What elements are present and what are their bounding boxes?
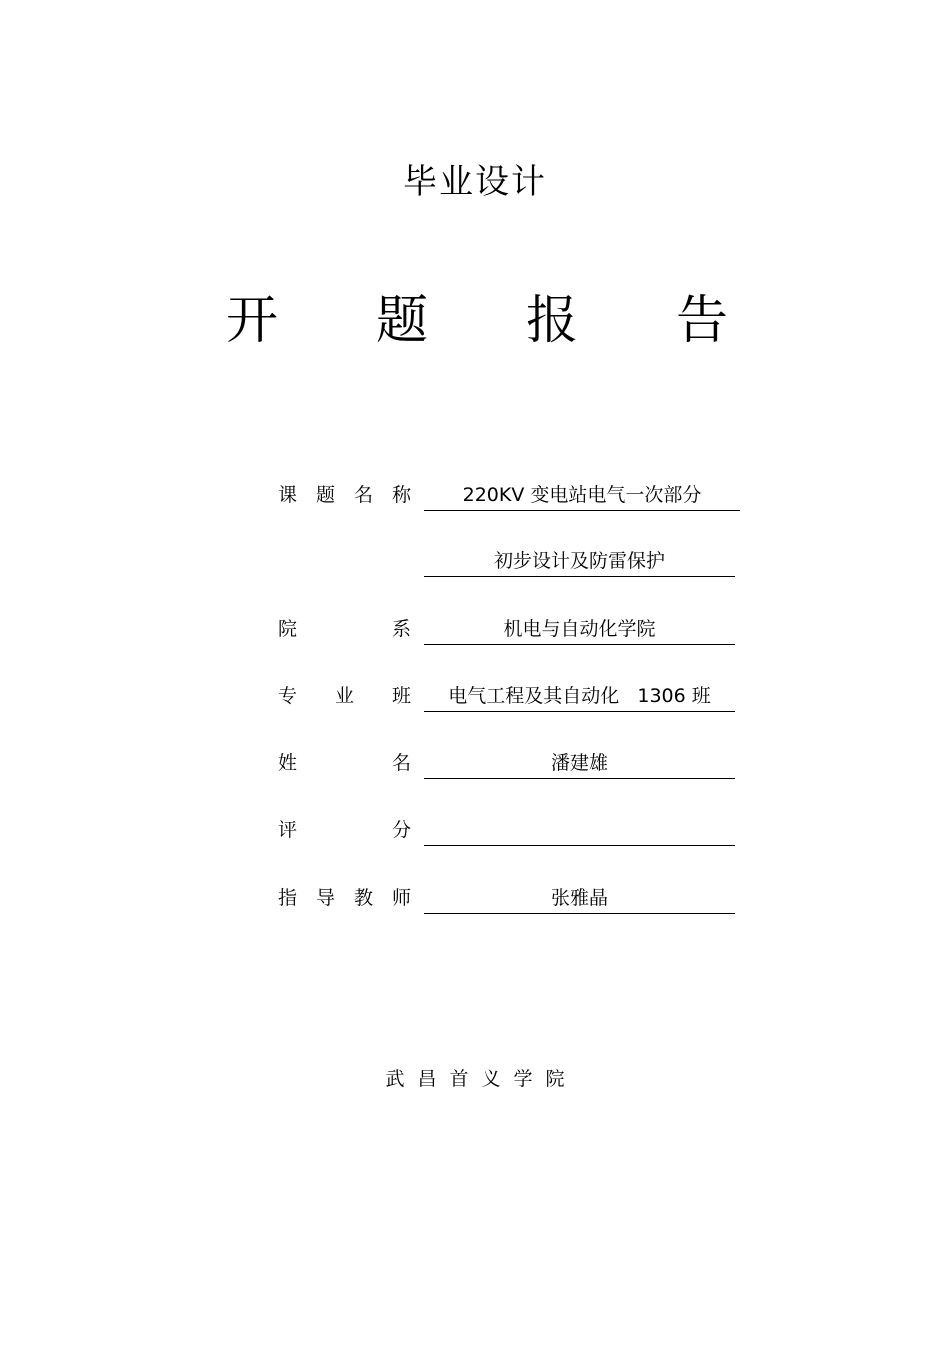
report-title-char: 告 (675, 291, 728, 351)
field-label-char: 班 (391, 685, 411, 707)
field-row-department (278, 614, 738, 654)
field-label-department (278, 614, 411, 644)
field-label-char: 题 (315, 484, 335, 506)
field-label-char: 师 (391, 887, 411, 909)
document-title: 毕业设计 (403, 162, 547, 202)
field-label-major-class (278, 681, 411, 711)
field-label-char: 导 (315, 887, 335, 909)
field-label-char: 称 (391, 484, 411, 506)
field-label-char: 姓 (278, 752, 298, 774)
field-value-department: 机电与自动化学院 (424, 614, 735, 645)
field-label-char: 名 (391, 752, 411, 774)
field-row-topic-continued (278, 546, 738, 586)
field-label-char: 指 (278, 887, 298, 909)
field-label-char: 分 (391, 819, 411, 841)
report-title-char: 开 (225, 291, 278, 351)
report-title (222, 286, 732, 356)
report-title-char: 题 (375, 291, 428, 351)
field-label-char: 评 (278, 819, 298, 841)
field-label-char: 教 (353, 887, 373, 909)
field-label-char: 课 (278, 484, 298, 506)
field-label-advisor (278, 883, 411, 913)
field-value-major-class: 电气工程及其自动化 1306 班 (424, 681, 735, 712)
field-label-char: 院 (278, 618, 298, 640)
field-value-advisor: 张雅晶 (424, 883, 735, 914)
field-row-topic (278, 480, 738, 520)
field-row-student-name (278, 748, 738, 788)
field-label-score (278, 815, 411, 845)
field-label-char: 业 (334, 685, 354, 707)
field-label-char: 系 (391, 618, 411, 640)
field-row-advisor (278, 883, 738, 923)
field-row-score (278, 815, 738, 855)
report-title-char: 报 (525, 291, 578, 351)
field-label-topic (278, 480, 411, 510)
field-value-score (424, 815, 735, 846)
field-value-student-name: 潘建雄 (424, 748, 735, 779)
institution-name: 武昌首义学院 (385, 1068, 578, 1090)
field-value-topic: 220KV 变电站电气一次部分 (424, 480, 740, 511)
field-label-student-name (278, 748, 411, 778)
field-label-char: 名 (353, 484, 373, 506)
field-value-topic-continued: 初步设计及防雷保护 (424, 546, 735, 577)
field-label-char: 专 (278, 685, 298, 707)
field-row-major-class (278, 681, 738, 721)
